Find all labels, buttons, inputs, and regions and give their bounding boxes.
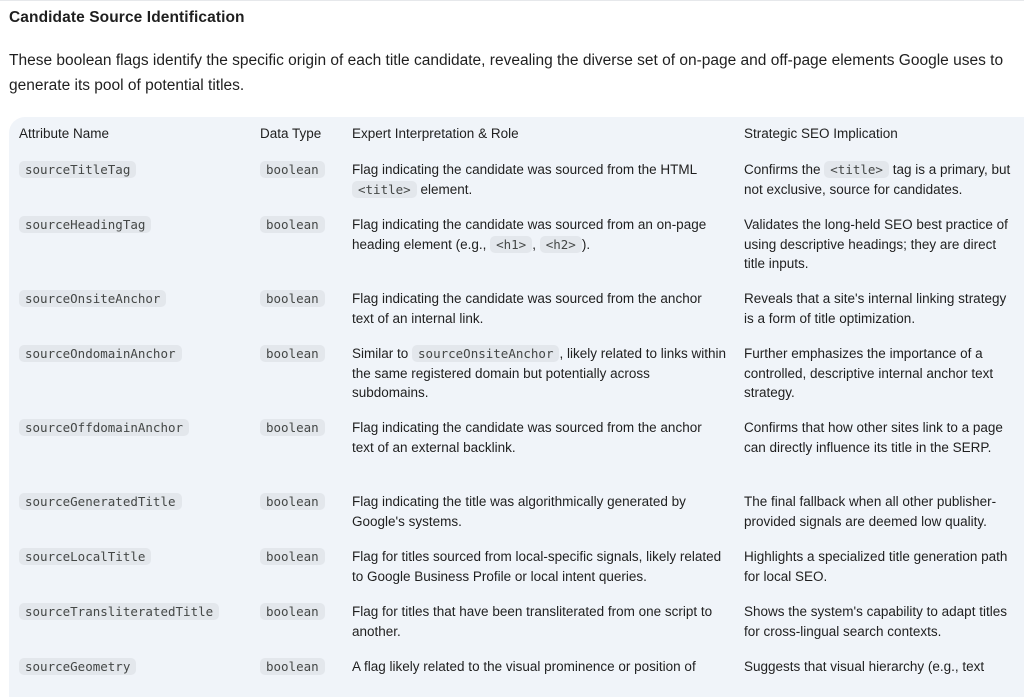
attribute-name-code: sourceGeometry (19, 658, 136, 675)
data-type-code: boolean (260, 658, 325, 675)
attribute-name-cell (19, 289, 249, 309)
section-intro: These boolean flags identify the specific origin of each title candidate, revealing the diverse set of on-page and off-page elements Google uses to generate its pool of potential titles. (9, 52, 1004, 94)
interpretation-cell (352, 344, 727, 403)
seo-implication-cell (744, 492, 1016, 531)
cell-text: element. (416, 181, 473, 197)
seo-implication-cell (744, 547, 1016, 586)
section-heading: Candidate Source Identification (9, 9, 245, 26)
interpretation-cell (352, 547, 727, 586)
cell-text: Suggests that visual hierarchy (e.g., text (744, 659, 985, 674)
attribute-table (9, 117, 1024, 697)
data-type-code: boolean (260, 216, 325, 233)
data-type-code: boolean (260, 548, 325, 565)
cell-text: Flag for titles sourced from local-specific signals, likely related to Google Business Profile or local intent queries. (352, 549, 722, 584)
cell-text: Confirms that how other sites link to a page can directly influence its title in the SERP. (744, 420, 1003, 455)
attribute-name-code: sourceOndomainAnchor (19, 345, 182, 362)
attribute-name-code: sourceLocalTitle (19, 548, 151, 565)
attribute-name-code: sourceGeneratedTitle (19, 493, 182, 510)
data-type-code: boolean (260, 603, 325, 620)
attribute-name-cell (19, 492, 249, 512)
cell-text: Flag indicating the candidate was sourced from the HTML (352, 162, 697, 177)
top-divider (0, 0, 1024, 1)
data-type-code: boolean (260, 419, 325, 436)
cell-text: Highlights a specialized title generation path for local SEO. (744, 549, 1008, 584)
cell-text: Flag indicating the candidate was sourced from an on-page heading element (e.g., (352, 217, 707, 252)
cell-text: Flag indicating the candidate was sourced from the anchor text of an external backlink. (352, 420, 702, 455)
data-type-cell (260, 657, 340, 677)
attribute-name-code: sourceOffdomainAnchor (19, 419, 189, 436)
cell-text: Flag for titles that have been transliterated from one script to another. (352, 604, 713, 639)
cell-text: Validates the long-held SEO best practice of using descriptive headings; they are direct title inputs. (744, 217, 1008, 271)
inline-code: sourceOnsiteAnchor (412, 345, 559, 362)
attribute-name-cell (19, 344, 249, 364)
interpretation-cell (352, 492, 727, 531)
data-type-cell (260, 492, 340, 512)
data-type-code: boolean (260, 161, 325, 178)
attribute-name-code: sourceOnsiteAnchor (19, 290, 166, 307)
attribute-name-cell (19, 418, 249, 438)
data-type-code: boolean (260, 345, 325, 362)
cell-text: , likely related to links within the same registered domain but potentially across subdomains. (352, 346, 727, 400)
cell-text: Reveals that a site's internal linking strategy is a form of title optimization. (744, 291, 1007, 326)
inline-code: <h1> (490, 236, 532, 253)
seo-implication-cell (744, 657, 1016, 677)
attribute-name-code: sourceTransliteratedTitle (19, 603, 219, 620)
cell-text: Confirms the (744, 162, 825, 177)
attribute-name-code: sourceTitleTag (19, 161, 136, 178)
column-header-interpretation: Expert Interpretation & Role (352, 126, 519, 141)
seo-implication-cell (744, 289, 1016, 328)
data-type-cell (260, 344, 340, 364)
cell-text: Flag indicating the candidate was sourced from the anchor text of an internal link. (352, 291, 702, 326)
interpretation-cell (352, 289, 727, 328)
seo-implication-cell (744, 418, 1016, 457)
data-type-cell (260, 160, 340, 180)
inline-code: <h2> (540, 236, 582, 253)
column-header-seo-implication: Strategic SEO Implication (744, 126, 898, 141)
seo-implication-cell (744, 602, 1016, 641)
data-type-cell (260, 547, 340, 567)
data-type-cell (260, 418, 340, 438)
attribute-name-cell (19, 657, 249, 677)
data-type-cell (260, 289, 340, 309)
inline-code: <title> (352, 181, 417, 198)
cell-text: Flag indicating the title was algorithmically generated by Google's systems. (352, 494, 686, 529)
interpretation-cell (352, 602, 727, 641)
cell-text: Similar to (352, 346, 413, 361)
interpretation-cell (352, 215, 727, 254)
column-header-data-type: Data Type (260, 126, 322, 141)
data-type-cell (260, 602, 340, 622)
attribute-name-cell (19, 602, 249, 622)
attribute-name-code: sourceHeadingTag (19, 216, 151, 233)
attribute-name-cell (19, 547, 249, 567)
seo-implication-cell (744, 215, 1016, 274)
inline-code: <title> (824, 161, 889, 178)
interpretation-cell (352, 657, 727, 677)
cell-text: A flag likely related to the visual prominence or position of (352, 659, 696, 674)
cell-text: tag is a primary, but not exclusive, source for candidates. (744, 162, 1011, 197)
cell-text: ). (581, 236, 591, 252)
cell-text: The final fallback when all other publisher-provided signals are deemed low quality. (744, 494, 997, 529)
interpretation-cell (352, 418, 727, 457)
cell-text: Further emphasizes the importance of a controlled, descriptive internal anchor text strategy. (744, 346, 994, 400)
data-type-code: boolean (260, 493, 325, 510)
cell-text: Shows the system's capability to adapt titles for cross-lingual search contexts. (744, 604, 1007, 639)
seo-implication-cell (744, 160, 1016, 199)
attribute-name-cell (19, 160, 249, 180)
data-type-cell (260, 215, 340, 235)
seo-implication-cell (744, 344, 1016, 403)
column-header-attribute-name: Attribute Name (19, 126, 110, 141)
attribute-name-cell (19, 215, 249, 235)
data-type-code: boolean (260, 290, 325, 307)
cell-text: , (532, 236, 540, 252)
interpretation-cell (352, 160, 727, 199)
